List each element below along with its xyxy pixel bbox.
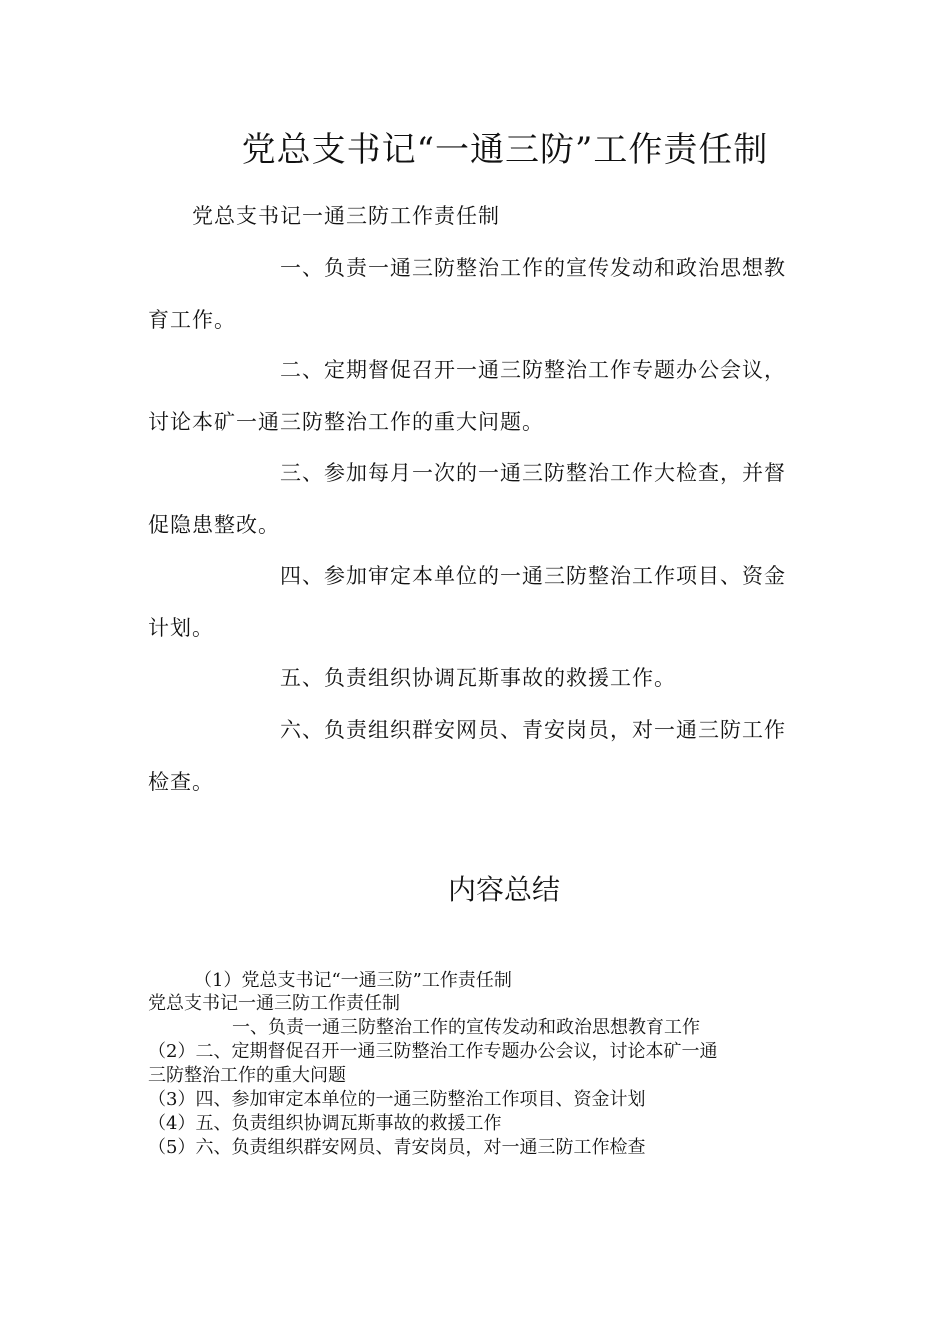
paragraph-6	[148, 715, 798, 797]
paragraph-line: 检查。	[148, 770, 214, 794]
summary-line: 三防整治工作的重大问题	[148, 1065, 346, 1086]
paragraph-1	[148, 253, 798, 335]
paragraph-3	[148, 458, 798, 540]
summary-line: （4）五、负责组织协调瓦斯事故的救援工作	[148, 1113, 502, 1134]
paragraph-line: 三、参加每月一次的一通三防整治工作大检查，并督	[280, 461, 786, 485]
paragraph-4	[148, 561, 798, 643]
paragraph-5	[148, 663, 798, 715]
document-subtitle: 党总支书记一通三防工作责任制	[192, 204, 500, 228]
paragraph-line: 讨论本矿一通三防整治工作的重大问题。	[148, 410, 544, 434]
summary-line: （5）六、负责组织群安网员、青安岗员，对一通三防工作检查	[148, 1137, 646, 1158]
paragraph-line: 促隐患整改。	[148, 513, 280, 537]
paragraph-line: 六、负责组织群安网员、青安岗员，对一通三防工作	[280, 718, 786, 742]
paragraph-2	[148, 355, 798, 437]
summary-line: （3）四、参加审定本单位的一通三防整治工作项目、资金计划	[148, 1089, 646, 1110]
paragraph-line: 育工作。	[148, 308, 236, 332]
paragraph-line: 计划。	[148, 616, 214, 640]
paragraph-line: 四、参加审定本单位的一通三防整治工作项目、资金	[280, 564, 786, 588]
summary-line: （2）二、定期督促召开一通三防整治工作专题办公会议，讨论本矿一通	[148, 1041, 718, 1062]
summary-line: 一、负责一通三防整治工作的宣传发动和政治思想教育工作	[232, 1017, 700, 1038]
summary-line: （1）党总支书记“一通三防”工作责任制	[194, 970, 512, 991]
summary-title: 内容总结	[447, 873, 560, 906]
summary-line: 党总支书记一通三防工作责任制	[148, 993, 400, 1014]
paragraph-line: 二、定期督促召开一通三防整治工作专题办公会议，	[280, 358, 786, 382]
document-title: 党总支书记“一通三防”工作责任制	[241, 130, 769, 170]
paragraph-line: 一、负责一通三防整治工作的宣传发动和政治思想教	[280, 256, 786, 280]
paragraph-line: 五、负责组织协调瓦斯事故的救援工作。	[280, 666, 676, 690]
